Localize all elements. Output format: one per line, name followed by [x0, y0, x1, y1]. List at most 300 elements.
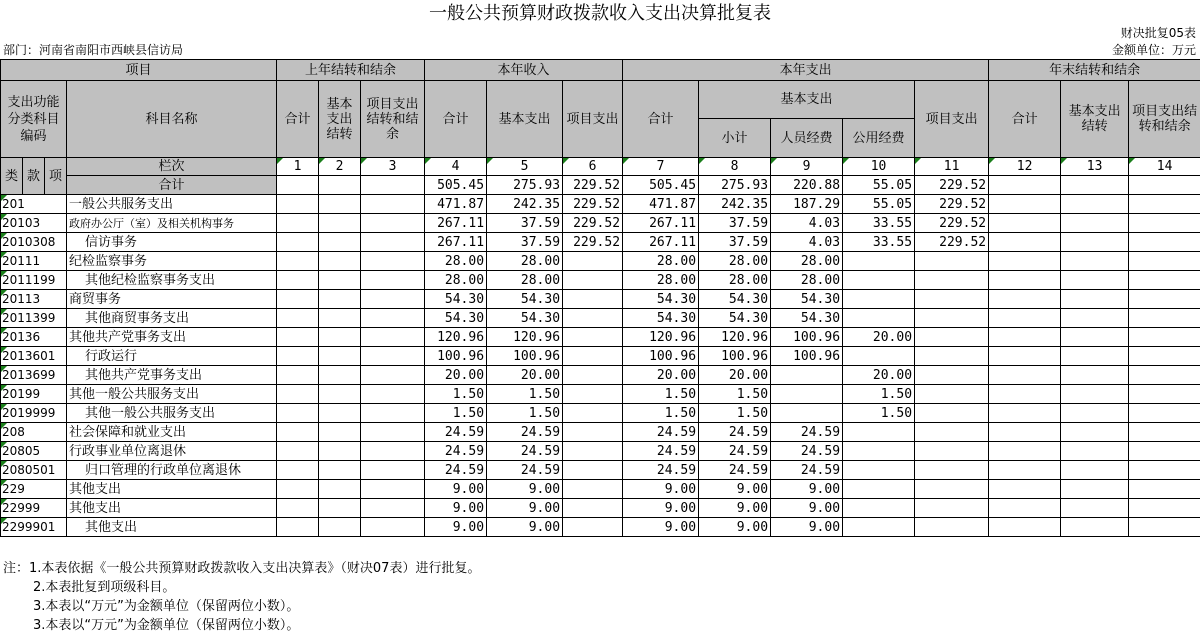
- amount-cell: 229.52: [915, 195, 989, 214]
- header-end-basic-carry: 基本支出结转: [1061, 81, 1129, 158]
- amount-cell: 229.52: [915, 233, 989, 252]
- table-row: [1, 309, 1200, 328]
- amount-cell: 9.00: [623, 518, 699, 537]
- column-index: 8: [699, 158, 771, 176]
- subject-code: 2011399: [1, 309, 67, 328]
- amount-cell: [319, 290, 361, 309]
- subject-name: 一般公共服务支出: [67, 195, 277, 214]
- amount-cell: [563, 480, 623, 499]
- amount-cell: [1061, 480, 1129, 499]
- amount-cell: [915, 271, 989, 290]
- amount-cell: 4.03: [771, 233, 843, 252]
- subject-name: 商贸事务: [67, 290, 277, 309]
- subject-name: 其他支出: [67, 480, 277, 499]
- amount-cell: [915, 309, 989, 328]
- total-cell: 55.05: [843, 176, 915, 195]
- amount-cell: [277, 233, 319, 252]
- header-public-exp: 公用经费: [843, 119, 915, 158]
- header-expense-total: 合计: [623, 81, 699, 158]
- amount-cell: [915, 347, 989, 366]
- amount-cell: 1.50: [487, 385, 563, 404]
- total-cell: 229.52: [563, 176, 623, 195]
- amount-cell: 9.00: [487, 499, 563, 518]
- subject-code: 2019999: [1, 404, 67, 423]
- amount-cell: [989, 271, 1061, 290]
- header-xiang: 项: [45, 158, 67, 195]
- column-index: 11: [915, 158, 989, 176]
- amount-cell: [319, 366, 361, 385]
- table-row: [1, 233, 1200, 252]
- amount-cell: [361, 233, 425, 252]
- amount-cell: [1129, 309, 1200, 328]
- header-income-basic: 基本支出: [487, 81, 563, 158]
- amount-cell: 9.00: [425, 518, 487, 537]
- header-end-total: 合计: [989, 81, 1061, 158]
- column-index: 12: [989, 158, 1061, 176]
- total-cell: [989, 176, 1061, 195]
- column-index: 5: [487, 158, 563, 176]
- amount-cell: [277, 461, 319, 480]
- amount-cell: 24.59: [425, 461, 487, 480]
- amount-cell: 55.05: [843, 195, 915, 214]
- amount-cell: [319, 404, 361, 423]
- subject-code: 20111: [1, 252, 67, 271]
- note-line: 2.本表批复到项级科目。: [33, 580, 176, 595]
- amount-cell: 9.00: [425, 499, 487, 518]
- amount-cell: 28.00: [699, 252, 771, 271]
- amount-cell: [319, 214, 361, 233]
- amount-cell: [361, 480, 425, 499]
- amount-cell: [319, 252, 361, 271]
- table-row: [1, 385, 1200, 404]
- amount-cell: [915, 480, 989, 499]
- amount-cell: [1129, 233, 1200, 252]
- amount-cell: [563, 404, 623, 423]
- amount-cell: [1129, 290, 1200, 309]
- amount-cell: [563, 252, 623, 271]
- amount-cell: 229.52: [563, 195, 623, 214]
- total-cell: [277, 176, 319, 195]
- amount-cell: 24.59: [487, 461, 563, 480]
- subject-name: 其他一般公共服务支出: [67, 404, 277, 423]
- subject-name: 信访事务: [67, 233, 277, 252]
- amount-cell: 100.96: [425, 347, 487, 366]
- subject-code: 20103: [1, 214, 67, 233]
- amount-cell: [361, 195, 425, 214]
- amount-cell: 28.00: [487, 252, 563, 271]
- amount-cell: [989, 499, 1061, 518]
- amount-cell: [989, 347, 1061, 366]
- amount-cell: [915, 461, 989, 480]
- amount-cell: [1129, 195, 1200, 214]
- amount-cell: [989, 309, 1061, 328]
- subject-name: 社会保障和就业支出: [67, 423, 277, 442]
- amount-cell: 37.59: [487, 214, 563, 233]
- amount-cell: 120.96: [487, 328, 563, 347]
- column-index: 1: [277, 158, 319, 176]
- column-index: 4: [425, 158, 487, 176]
- amount-cell: [1061, 233, 1129, 252]
- subject-code: 20113: [1, 290, 67, 309]
- amount-cell: 28.00: [425, 252, 487, 271]
- amount-cell: [277, 366, 319, 385]
- amount-cell: [277, 290, 319, 309]
- amount-cell: [989, 195, 1061, 214]
- header-subtotal: 小计: [699, 119, 771, 158]
- amount-cell: [319, 480, 361, 499]
- amount-cell: [771, 385, 843, 404]
- amount-cell: 9.00: [771, 518, 843, 537]
- amount-cell: 242.35: [487, 195, 563, 214]
- amount-cell: [319, 328, 361, 347]
- amount-cell: 1.50: [623, 404, 699, 423]
- amount-cell: [277, 195, 319, 214]
- amount-cell: [361, 290, 425, 309]
- header-personnel: 人员经费: [771, 119, 843, 158]
- amount-cell: [319, 423, 361, 442]
- amount-cell: [319, 442, 361, 461]
- amount-cell: [319, 309, 361, 328]
- header-income-total: 合计: [425, 81, 487, 158]
- amount-cell: [915, 442, 989, 461]
- amount-cell: 20.00: [623, 366, 699, 385]
- amount-cell: [1129, 442, 1200, 461]
- amount-cell: [915, 518, 989, 537]
- amount-cell: [843, 423, 915, 442]
- subject-code: 2011199: [1, 271, 67, 290]
- header-lei: 类: [1, 158, 23, 195]
- amount-cell: [915, 423, 989, 442]
- total-cell: [319, 176, 361, 195]
- table-row: [1, 423, 1200, 442]
- amount-cell: 24.59: [771, 423, 843, 442]
- amount-cell: [843, 252, 915, 271]
- table-row: [1, 271, 1200, 290]
- amount-cell: [1061, 423, 1129, 442]
- total-cell: 220.88: [771, 176, 843, 195]
- amount-cell: [563, 385, 623, 404]
- amount-cell: [563, 423, 623, 442]
- amount-cell: [1061, 271, 1129, 290]
- amount-cell: [277, 499, 319, 518]
- subject-name: 其他商贸事务支出: [67, 309, 277, 328]
- amount-cell: [361, 442, 425, 461]
- amount-cell: 54.30: [487, 309, 563, 328]
- amount-cell: [361, 309, 425, 328]
- amount-cell: 9.00: [699, 499, 771, 518]
- amount-cell: 471.87: [623, 195, 699, 214]
- notes: [0, 559, 1198, 635]
- amount-cell: 28.00: [487, 271, 563, 290]
- amount-cell: 28.00: [771, 271, 843, 290]
- header-prev-basic-carry: 基本支出结转: [319, 81, 361, 158]
- amount-cell: [1061, 499, 1129, 518]
- subject-code: 22999: [1, 499, 67, 518]
- amount-cell: [277, 442, 319, 461]
- amount-cell: [361, 499, 425, 518]
- amount-cell: [843, 518, 915, 537]
- header-subject-name: 科目名称: [67, 81, 277, 158]
- amount-cell: 1.50: [699, 385, 771, 404]
- table-row: [1, 404, 1200, 423]
- amount-cell: 9.00: [699, 480, 771, 499]
- amount-cell: 54.30: [425, 309, 487, 328]
- amount-cell: [1129, 252, 1200, 271]
- table-row: [1, 195, 1200, 214]
- amount-cell: 24.59: [771, 442, 843, 461]
- amount-cell: 229.52: [915, 214, 989, 233]
- amount-cell: [319, 461, 361, 480]
- column-index: 9: [771, 158, 843, 176]
- amount-cell: 54.30: [623, 309, 699, 328]
- amount-cell: [1061, 404, 1129, 423]
- amount-cell: [277, 347, 319, 366]
- amount-cell: 28.00: [771, 252, 843, 271]
- total-cell: 229.52: [915, 176, 989, 195]
- amount-cell: 120.96: [699, 328, 771, 347]
- subject-name: 其他支出: [67, 499, 277, 518]
- amount-cell: [277, 385, 319, 404]
- amount-cell: 24.59: [623, 461, 699, 480]
- amount-cell: 54.30: [425, 290, 487, 309]
- amount-cell: 28.00: [699, 271, 771, 290]
- header-kuan: 款: [23, 158, 45, 195]
- subject-code: 2013601: [1, 347, 67, 366]
- amount-cell: [361, 271, 425, 290]
- amount-cell: 37.59: [699, 214, 771, 233]
- amount-cell: [915, 290, 989, 309]
- table-row: [1, 252, 1200, 271]
- amount-cell: [563, 347, 623, 366]
- table-row: [1, 214, 1200, 233]
- amount-cell: [1129, 404, 1200, 423]
- amount-cell: [1061, 290, 1129, 309]
- amount-cell: [361, 518, 425, 537]
- header-income: 本年收入: [425, 60, 623, 81]
- amount-cell: 9.00: [487, 480, 563, 499]
- amount-cell: 20.00: [843, 366, 915, 385]
- subject-name: 归口管理的行政单位离退休: [67, 461, 277, 480]
- amount-cell: [1129, 385, 1200, 404]
- amount-cell: 267.11: [623, 214, 699, 233]
- amount-cell: [1129, 461, 1200, 480]
- amount-cell: [361, 366, 425, 385]
- column-index: 2: [319, 158, 361, 176]
- amount-cell: 4.03: [771, 214, 843, 233]
- table-row: [1, 480, 1200, 499]
- amount-cell: [1061, 195, 1129, 214]
- amount-cell: 267.11: [425, 214, 487, 233]
- amount-cell: [989, 461, 1061, 480]
- amount-cell: 24.59: [487, 423, 563, 442]
- amount-cell: [563, 366, 623, 385]
- amount-cell: [915, 404, 989, 423]
- amount-cell: [989, 214, 1061, 233]
- subject-code: 20136: [1, 328, 67, 347]
- amount-cell: 242.35: [699, 195, 771, 214]
- amount-cell: [1129, 499, 1200, 518]
- amount-cell: 1.50: [623, 385, 699, 404]
- amount-cell: [989, 480, 1061, 499]
- amount-cell: [1061, 347, 1129, 366]
- subject-code: 208: [1, 423, 67, 442]
- amount-cell: [915, 252, 989, 271]
- form-number: 财决批复05表: [1120, 26, 1196, 40]
- header-expense: 本年支出: [623, 60, 989, 81]
- amount-cell: 9.00: [623, 480, 699, 499]
- amount-cell: [1129, 480, 1200, 499]
- amount-cell: 187.29: [771, 195, 843, 214]
- subject-code: 2080501: [1, 461, 67, 480]
- amount-cell: [361, 328, 425, 347]
- column-index: 13: [1061, 158, 1129, 176]
- amount-cell: [1129, 271, 1200, 290]
- amount-cell: [277, 328, 319, 347]
- amount-cell: 28.00: [425, 271, 487, 290]
- budget-table: [0, 59, 1200, 537]
- amount-cell: 54.30: [699, 309, 771, 328]
- amount-cell: 120.96: [623, 328, 699, 347]
- amount-cell: [319, 271, 361, 290]
- amount-cell: 24.59: [699, 442, 771, 461]
- amount-cell: 229.52: [563, 214, 623, 233]
- amount-cell: [563, 461, 623, 480]
- header-end-project-carry: 项目支出结转和结余: [1129, 81, 1200, 158]
- amount-cell: [1061, 461, 1129, 480]
- amount-cell: [1129, 518, 1200, 537]
- amount-cell: [361, 214, 425, 233]
- note-line: 注：1.本表依据《一般公共预算财政拨款收入支出决算表》（财决07表）进行批复。: [3, 561, 481, 576]
- table-row: [1, 461, 1200, 480]
- amount-cell: 37.59: [487, 233, 563, 252]
- amount-cell: [989, 385, 1061, 404]
- amount-cell: 24.59: [425, 442, 487, 461]
- amount-cell: 100.96: [487, 347, 563, 366]
- amount-cell: 267.11: [425, 233, 487, 252]
- amount-cell: [843, 309, 915, 328]
- subject-name: 其他支出: [67, 518, 277, 537]
- amount-cell: 20.00: [843, 328, 915, 347]
- amount-cell: [563, 328, 623, 347]
- amount-cell: [843, 499, 915, 518]
- amount-cell: 120.96: [425, 328, 487, 347]
- amount-cell: [1061, 328, 1129, 347]
- header-prev-total: 合计: [277, 81, 319, 158]
- subject-name: 其他一般公共服务支出: [67, 385, 277, 404]
- page-title: 一般公共预算财政拨款收入支出决算批复表: [429, 3, 771, 24]
- column-index: 3: [361, 158, 425, 176]
- note-line: 3.本表以“万元”为金额单位（保留两位小数）。: [33, 599, 300, 614]
- amount-cell: [563, 442, 623, 461]
- subject-code: 2010308: [1, 233, 67, 252]
- subject-code: 229: [1, 480, 67, 499]
- total-cell: 275.93: [487, 176, 563, 195]
- column-index: 7: [623, 158, 699, 176]
- amount-cell: [1129, 328, 1200, 347]
- amount-cell: [277, 309, 319, 328]
- total-cell: 505.45: [425, 176, 487, 195]
- amount-cell: [1061, 366, 1129, 385]
- amount-cell: [915, 328, 989, 347]
- amount-cell: 24.59: [699, 423, 771, 442]
- header-expense-basic: 基本支出: [699, 81, 915, 119]
- amount-cell: [361, 252, 425, 271]
- header-income-project: 项目支出: [563, 81, 623, 158]
- header-prev-balance: 上年结转和结余: [277, 60, 425, 81]
- column-index: 6: [563, 158, 623, 176]
- amount-cell: [277, 480, 319, 499]
- total-cell: [361, 176, 425, 195]
- subject-name: 纪检监察事务: [67, 252, 277, 271]
- amount-cell: 24.59: [487, 442, 563, 461]
- amount-cell: [361, 423, 425, 442]
- subject-name: 政府办公厅（室）及相关机构事务: [67, 214, 277, 233]
- amount-cell: 24.59: [623, 442, 699, 461]
- amount-cell: [563, 290, 623, 309]
- amount-cell: [361, 385, 425, 404]
- amount-cell: 33.55: [843, 214, 915, 233]
- amount-cell: [1061, 252, 1129, 271]
- amount-cell: 54.30: [771, 290, 843, 309]
- subject-name: 其他共产党事务支出: [67, 328, 277, 347]
- amount-cell: [989, 328, 1061, 347]
- amount-cell: [277, 423, 319, 442]
- subject-code: 2013699: [1, 366, 67, 385]
- amount-cell: [319, 195, 361, 214]
- total-cell: [1129, 176, 1200, 195]
- amount-cell: [1129, 423, 1200, 442]
- amount-cell: [843, 461, 915, 480]
- amount-cell: [563, 518, 623, 537]
- total-cell: 505.45: [623, 176, 699, 195]
- subject-name: 行政运行: [67, 347, 277, 366]
- amount-cell: [843, 290, 915, 309]
- subject-code: 2299901: [1, 518, 67, 537]
- table-row: [1, 290, 1200, 309]
- amount-cell: 1.50: [425, 385, 487, 404]
- amount-cell: [1061, 214, 1129, 233]
- amount-cell: 20.00: [425, 366, 487, 385]
- amount-cell: 267.11: [623, 233, 699, 252]
- amount-cell: [277, 252, 319, 271]
- amount-cell: 1.50: [699, 404, 771, 423]
- amount-cell: [1129, 366, 1200, 385]
- amount-cell: [1061, 385, 1129, 404]
- table-row: [1, 347, 1200, 366]
- amount-cell: [277, 518, 319, 537]
- amount-cell: 20.00: [487, 366, 563, 385]
- header-func-code: 支出功能分类科目编码: [1, 81, 67, 158]
- table-row: [1, 328, 1200, 347]
- amount-cell: [361, 404, 425, 423]
- amount-cell: [915, 499, 989, 518]
- amount-cell: [1061, 518, 1129, 537]
- amount-cell: 9.00: [623, 499, 699, 518]
- total-cell: [1061, 176, 1129, 195]
- total-label: 合计: [67, 176, 277, 195]
- amount-cell: [843, 271, 915, 290]
- amount-cell: [563, 271, 623, 290]
- note-line: 3.本表以“万元”为金额单位（保留两位小数）。: [33, 618, 300, 633]
- subject-code: 201: [1, 195, 67, 214]
- amount-cell: 28.00: [623, 252, 699, 271]
- amount-cell: 54.30: [771, 309, 843, 328]
- amount-cell: 24.59: [699, 461, 771, 480]
- amount-cell: 37.59: [699, 233, 771, 252]
- subject-code: 20805: [1, 442, 67, 461]
- amount-cell: [843, 442, 915, 461]
- amount-cell: 100.96: [699, 347, 771, 366]
